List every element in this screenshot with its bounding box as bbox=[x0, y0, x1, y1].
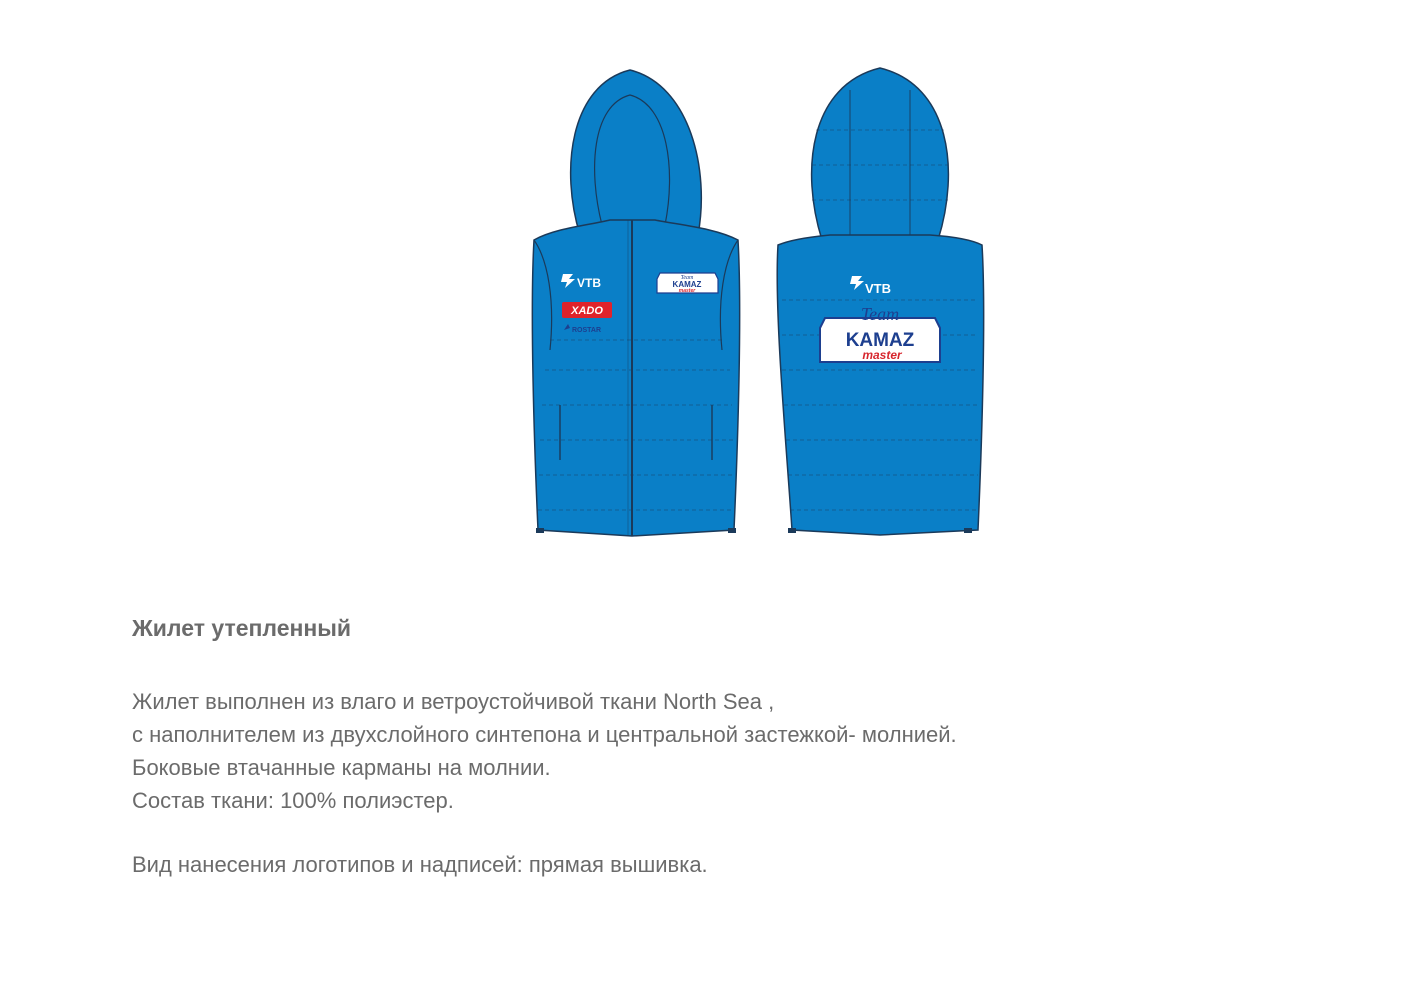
product-description bbox=[132, 685, 957, 817]
vest-back-view bbox=[777, 68, 983, 535]
description-line: с наполнителем из двухслойного синтепона и центральной застежкой- молнией. bbox=[132, 722, 957, 747]
vtb-logo-front-text: VTB bbox=[577, 276, 601, 290]
description-line: Боковые втачанные карманы на молнии. bbox=[132, 755, 551, 780]
application-method: Вид нанесения логотипов и надписей: прямая вышивка. bbox=[132, 852, 708, 877]
description-line: Состав ткани: 100% полиэстер. bbox=[132, 788, 454, 813]
kamaz-badge-front bbox=[657, 273, 718, 294]
kamaz-badge-back-kamaz: KAMAZ bbox=[845, 330, 915, 351]
vtb-logo-back-text: VTB bbox=[865, 281, 891, 296]
kamaz-badge-back-team: Team bbox=[860, 304, 900, 324]
kamaz-badge-front-team: Team bbox=[680, 275, 694, 281]
xado-logo-text: XADO bbox=[571, 305, 603, 317]
back-hood bbox=[812, 68, 949, 240]
description-line: Жилет выполнен из влаго и ветроустойчивой ткани North Sea , bbox=[132, 689, 775, 714]
back-body bbox=[777, 235, 983, 535]
kamaz-badge-front-master: master bbox=[678, 288, 696, 294]
front-body bbox=[532, 220, 739, 536]
kamaz-badge-front-kamaz: KAMAZ bbox=[672, 280, 702, 289]
xado-logo bbox=[562, 302, 612, 318]
vest-front-view bbox=[532, 70, 739, 536]
rostar-logo-text: ROSTAR bbox=[572, 327, 602, 334]
kamaz-badge-back-master: master bbox=[862, 348, 902, 362]
product-title: Жилет утепленный bbox=[132, 615, 352, 641]
vest-illustration bbox=[520, 60, 1000, 550]
